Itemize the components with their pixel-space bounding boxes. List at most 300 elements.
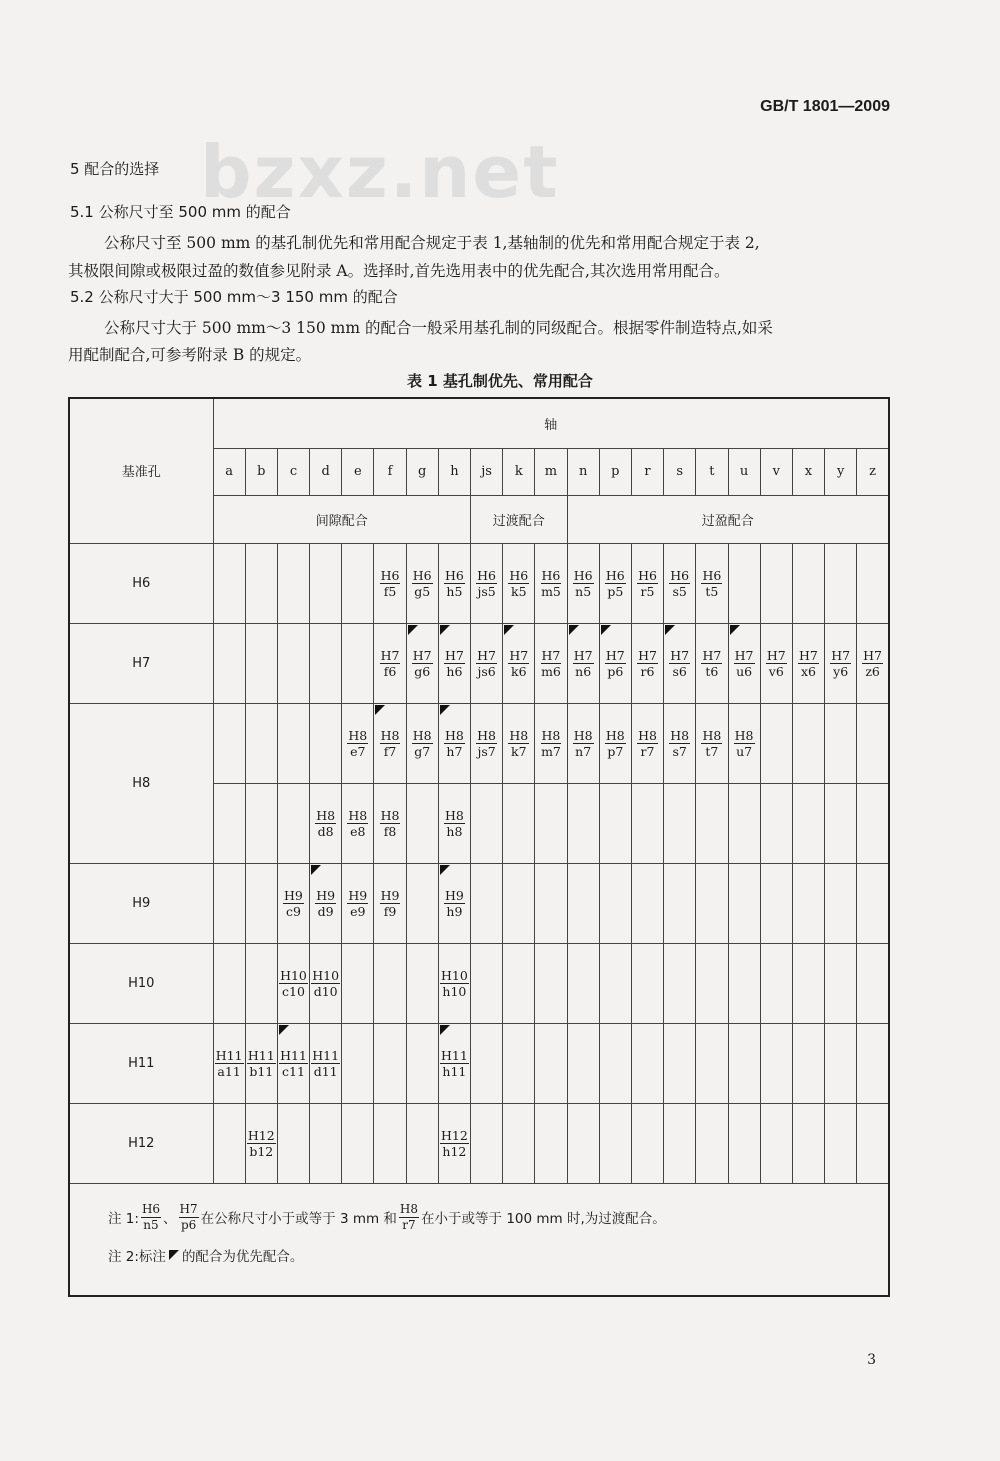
fit-cell bbox=[406, 863, 438, 943]
fit-fraction bbox=[573, 568, 594, 599]
table-row bbox=[69, 543, 889, 623]
fit-cell bbox=[277, 543, 309, 623]
fit-cell bbox=[728, 543, 760, 623]
fit-numerator: H7 bbox=[734, 647, 754, 663]
fit-denominator: s6 bbox=[672, 663, 687, 679]
fit-numerator: H6 bbox=[605, 567, 625, 583]
fit-denominator: p7 bbox=[607, 743, 624, 759]
fit-cell bbox=[792, 1023, 824, 1103]
fit-denominator: f7 bbox=[383, 743, 397, 759]
fit-denominator: t5 bbox=[705, 583, 719, 599]
preferred-marker-icon bbox=[408, 625, 418, 635]
fit-cell bbox=[792, 1103, 824, 1183]
fit-denominator: c9 bbox=[285, 903, 301, 919]
fit-cell bbox=[599, 783, 631, 863]
section-5-heading: 5 配合的选择 bbox=[70, 160, 160, 178]
fit-cell bbox=[310, 1023, 342, 1103]
note-2-suffix: 的配合为优先配合。 bbox=[181, 1248, 304, 1265]
fit-denominator: m7 bbox=[541, 743, 561, 759]
fit-cell bbox=[696, 703, 728, 783]
fit-denominator: g6 bbox=[414, 663, 431, 679]
fit-cell bbox=[631, 703, 663, 783]
fit-numerator: H6 bbox=[380, 567, 400, 583]
fit-cell bbox=[342, 783, 374, 863]
fit-cell bbox=[245, 703, 277, 783]
shaft-letter: p bbox=[599, 448, 631, 495]
fit-cell bbox=[760, 1103, 792, 1183]
fit-denominator: n7 bbox=[575, 743, 592, 759]
fit-fraction bbox=[573, 648, 594, 679]
fit-cell bbox=[406, 943, 438, 1023]
fit-denominator: h6 bbox=[446, 663, 463, 679]
fit-numerator: H11 bbox=[441, 1047, 468, 1063]
fit-denominator: m5 bbox=[541, 583, 561, 599]
section-5-1-para-line1: 公称尺寸至 500 mm 的基孔制优先和常用配合规定于表 1,基轴制的优先和常用配合规定于表 2, bbox=[104, 234, 760, 252]
fit-cell bbox=[728, 1103, 760, 1183]
fit-cell bbox=[567, 703, 599, 783]
fit-denominator: f8 bbox=[383, 823, 397, 839]
fit-numerator: H8 bbox=[412, 727, 432, 743]
fit-cell bbox=[760, 863, 792, 943]
shaft-letter: c bbox=[277, 448, 309, 495]
fit-fraction bbox=[669, 568, 690, 599]
fit-denominator: c11 bbox=[282, 1063, 305, 1079]
fit-cell bbox=[696, 1103, 728, 1183]
preferred-marker-icon bbox=[504, 625, 514, 635]
fit-cell bbox=[631, 783, 663, 863]
fit-cell bbox=[213, 863, 245, 943]
fit-cell bbox=[792, 863, 824, 943]
fit-numerator: H8 bbox=[670, 727, 690, 743]
fit-cell bbox=[535, 1103, 567, 1183]
fit-numerator: H7 bbox=[573, 647, 593, 663]
note-1-suffix: 在小于或等于 100 mm 时,为过渡配合。 bbox=[421, 1211, 666, 1227]
fit-numerator: H7 bbox=[541, 647, 561, 663]
fit-denominator: p6 bbox=[180, 1217, 197, 1232]
fit-cell bbox=[245, 863, 277, 943]
shaft-letter: a bbox=[213, 448, 245, 495]
section-5-1-para-line2: 其极限间隙或极限过盈的数值参见附录 A。选择时,首先选用表中的优先配合,其次选用常用配合。 bbox=[68, 262, 730, 280]
fit-cell bbox=[728, 863, 760, 943]
fit-numerator: H9 bbox=[348, 887, 368, 903]
fit-cell bbox=[277, 943, 309, 1023]
fit-fraction bbox=[215, 1048, 244, 1079]
note-1-prefix: 注 1: bbox=[108, 1211, 139, 1227]
fit-numerator: H8 bbox=[380, 727, 400, 743]
fit-cell bbox=[664, 783, 696, 863]
fit-cell bbox=[245, 623, 277, 703]
fit-cell bbox=[471, 943, 503, 1023]
fit-cell bbox=[342, 623, 374, 703]
fit-fraction bbox=[637, 568, 658, 599]
fit-cell bbox=[728, 703, 760, 783]
fit-cell bbox=[310, 543, 342, 623]
section-5-2-para-line2: 用配制配合,可参考附录 B 的规定。 bbox=[68, 346, 312, 364]
fit-cell bbox=[825, 703, 857, 783]
fit-fraction bbox=[247, 1048, 276, 1079]
fit-fraction bbox=[412, 568, 433, 599]
fit-fraction bbox=[444, 728, 465, 759]
fit-cell bbox=[567, 623, 599, 703]
fit-numerator: H9 bbox=[316, 887, 336, 903]
fit-cell bbox=[696, 863, 728, 943]
fit-cell bbox=[535, 703, 567, 783]
fit-cell bbox=[535, 863, 567, 943]
fit-cell bbox=[245, 783, 277, 863]
fit-cell bbox=[213, 783, 245, 863]
fit-cell bbox=[696, 543, 728, 623]
fit-cell bbox=[342, 863, 374, 943]
fit-fraction bbox=[605, 728, 626, 759]
fit-fraction bbox=[279, 1048, 308, 1079]
fit-cell bbox=[857, 703, 889, 783]
base-hole-header: 基准孔 bbox=[69, 398, 213, 543]
fit-denominator: f6 bbox=[383, 663, 397, 679]
fit-group-header: 过渡配合 bbox=[471, 495, 568, 543]
shaft-letter: y bbox=[825, 448, 857, 495]
fit-cell bbox=[310, 943, 342, 1023]
fit-numerator: H10 bbox=[280, 967, 307, 983]
fit-denominator: a11 bbox=[217, 1063, 241, 1079]
shaft-letter: v bbox=[760, 448, 792, 495]
preferred-marker-icon bbox=[279, 1025, 289, 1035]
hole-label: H10 bbox=[69, 943, 213, 1023]
fit-cell bbox=[631, 863, 663, 943]
table-row bbox=[69, 623, 889, 703]
fit-denominator: h10 bbox=[442, 983, 467, 999]
fit-numerator: H6 bbox=[638, 567, 657, 583]
fit-cell bbox=[631, 623, 663, 703]
fit-numerator: H8 bbox=[316, 807, 336, 823]
table-row bbox=[69, 1103, 889, 1183]
shaft-letter: r bbox=[631, 448, 663, 495]
fit-numerator: H8 bbox=[477, 727, 497, 743]
fit-cell bbox=[342, 943, 374, 1023]
fit-fraction bbox=[412, 728, 433, 759]
fit-cell bbox=[471, 783, 503, 863]
fit-denominator: js6 bbox=[477, 663, 496, 679]
fit-numerator: H10 bbox=[312, 967, 340, 983]
fit-numerator: H6 bbox=[509, 567, 529, 583]
table-row bbox=[69, 1023, 889, 1103]
fit-numerator: H8 bbox=[638, 727, 657, 743]
fit-cell bbox=[696, 1023, 728, 1103]
fit-denominator: t7 bbox=[705, 743, 719, 759]
fit-cell bbox=[760, 943, 792, 1023]
preferred-marker-icon bbox=[601, 625, 611, 635]
fit-denominator: b11 bbox=[249, 1063, 274, 1079]
fit-cell bbox=[406, 543, 438, 623]
fit-cell bbox=[664, 623, 696, 703]
hole-label: H9 bbox=[69, 863, 213, 943]
fit-cell bbox=[374, 1023, 406, 1103]
fit-cell bbox=[599, 943, 631, 1023]
fit-cell bbox=[438, 783, 470, 863]
fit-cell bbox=[792, 703, 824, 783]
fit-cell bbox=[342, 543, 374, 623]
fit-denominator: n6 bbox=[575, 663, 592, 679]
fit-cell bbox=[535, 623, 567, 703]
fit-fraction bbox=[315, 888, 336, 919]
fit-denominator: f9 bbox=[383, 903, 397, 919]
fit-fraction bbox=[247, 1128, 276, 1159]
fit-cell bbox=[213, 943, 245, 1023]
fit-cell bbox=[277, 863, 309, 943]
fit-numerator: H7 bbox=[179, 1201, 198, 1216]
fit-cell bbox=[277, 623, 309, 703]
fit-cell bbox=[471, 1023, 503, 1103]
note-2-prefix: 注 2:标注 bbox=[108, 1248, 166, 1265]
fit-cell bbox=[503, 1103, 535, 1183]
fit-denominator: h9 bbox=[446, 903, 463, 919]
fit-cell bbox=[245, 943, 277, 1023]
fit-cell bbox=[631, 1023, 663, 1103]
fit-cell bbox=[342, 1103, 374, 1183]
fit-fraction bbox=[798, 648, 819, 679]
fit-cell bbox=[374, 543, 406, 623]
fit-fraction bbox=[669, 728, 690, 759]
preferred-marker-icon bbox=[375, 705, 385, 715]
fit-numerator: H11 bbox=[312, 1047, 340, 1063]
table-row bbox=[69, 703, 889, 783]
fit-numerator: H8 bbox=[702, 727, 722, 743]
fit-cell bbox=[438, 543, 470, 623]
shaft-letter: e bbox=[342, 448, 374, 495]
fit-fraction bbox=[444, 888, 465, 919]
fit-cell bbox=[825, 1103, 857, 1183]
fit-cell bbox=[825, 943, 857, 1023]
fit-numerator: H11 bbox=[280, 1047, 307, 1063]
fit-cell bbox=[277, 1103, 309, 1183]
shaft-letter: u bbox=[728, 448, 760, 495]
fit-cell bbox=[599, 703, 631, 783]
fit-cell bbox=[342, 703, 374, 783]
fit-fraction bbox=[444, 568, 465, 599]
table-row bbox=[69, 863, 889, 943]
fit-cell bbox=[631, 543, 663, 623]
fit-numerator: H7 bbox=[831, 647, 851, 663]
preferred-marker-icon bbox=[730, 625, 740, 635]
fit-cell bbox=[374, 863, 406, 943]
fit-fraction bbox=[637, 728, 658, 759]
fit-numerator: H7 bbox=[509, 647, 529, 663]
fit-fraction bbox=[380, 808, 401, 839]
preferred-marker-icon bbox=[440, 865, 450, 875]
fit-cell bbox=[567, 1103, 599, 1183]
fit-denominator: e8 bbox=[350, 823, 366, 839]
fit-fraction bbox=[347, 808, 368, 839]
fit-numerator: H7 bbox=[702, 647, 722, 663]
fit-numerator: H9 bbox=[284, 887, 303, 903]
fit-cell bbox=[406, 783, 438, 863]
preferred-marker-icon bbox=[569, 625, 579, 635]
hole-label: H12 bbox=[69, 1103, 213, 1183]
fit-fraction bbox=[830, 648, 851, 679]
fit-cell bbox=[406, 1103, 438, 1183]
fit-cell bbox=[374, 1103, 406, 1183]
fit-numerator: H8 bbox=[399, 1201, 419, 1216]
fit-cell bbox=[213, 543, 245, 623]
fit-cell bbox=[567, 783, 599, 863]
fit-cell bbox=[696, 943, 728, 1023]
fit-denominator: e7 bbox=[350, 743, 366, 759]
fit-fraction bbox=[605, 568, 626, 599]
fit-cell bbox=[406, 1023, 438, 1103]
fit-numerator: H11 bbox=[247, 1047, 275, 1063]
fit-fraction bbox=[315, 808, 336, 839]
fit-denominator: n5 bbox=[143, 1217, 159, 1232]
fit-fraction bbox=[734, 728, 755, 759]
fit-fraction bbox=[283, 888, 304, 919]
fit-denominator: d11 bbox=[313, 1063, 338, 1079]
fit-cell bbox=[503, 623, 535, 703]
fit-cell bbox=[503, 943, 535, 1023]
fit-denominator: h11 bbox=[442, 1063, 467, 1079]
preferred-marker-icon bbox=[665, 625, 675, 635]
fit-fraction bbox=[347, 728, 368, 759]
fit-cell bbox=[599, 1103, 631, 1183]
fit-cell bbox=[471, 703, 503, 783]
fit-denominator: p5 bbox=[607, 583, 624, 599]
shaft-letter: t bbox=[696, 448, 728, 495]
fit-fraction bbox=[573, 728, 594, 759]
fit-numerator: H7 bbox=[477, 647, 497, 663]
fit-cell bbox=[857, 543, 889, 623]
fit-fraction bbox=[444, 808, 465, 839]
fit-cell bbox=[277, 1023, 309, 1103]
fit-numerator: H8 bbox=[573, 727, 593, 743]
fit-denominator: h5 bbox=[446, 583, 463, 599]
preferred-marker-icon bbox=[440, 625, 450, 635]
fit-group-header: 间隙配合 bbox=[213, 495, 471, 543]
fit-fraction bbox=[508, 568, 529, 599]
fit-cell bbox=[664, 1023, 696, 1103]
fit-denominator: r7 bbox=[640, 743, 655, 759]
fit-cell bbox=[310, 703, 342, 783]
hole-label: H11 bbox=[69, 1023, 213, 1103]
fit-group-header: 过盈配合 bbox=[567, 495, 889, 543]
fit-cell bbox=[696, 623, 728, 703]
fit-fraction bbox=[734, 648, 755, 679]
fit-denominator: k5 bbox=[511, 583, 527, 599]
shaft-header: 轴 bbox=[213, 398, 889, 448]
fit-fraction bbox=[508, 728, 529, 759]
fit-denominator: h8 bbox=[446, 823, 463, 839]
table-caption: 表 1 基孔制优先、常用配合 bbox=[407, 372, 593, 390]
fit-numerator: H8 bbox=[444, 727, 464, 743]
shaft-letter: k bbox=[503, 448, 535, 495]
fit-numerator: H10 bbox=[441, 967, 468, 983]
fit-cell bbox=[664, 1103, 696, 1183]
fit-cell bbox=[245, 1023, 277, 1103]
fit-numerator: H6 bbox=[573, 567, 593, 583]
fit-numerator: H7 bbox=[799, 647, 818, 663]
shaft-letter: s bbox=[664, 448, 696, 495]
fit-cell bbox=[503, 863, 535, 943]
note-1-separator: 、 bbox=[163, 1211, 177, 1227]
section-5-1-heading: 5.1 公称尺寸至 500 mm 的配合 bbox=[70, 203, 291, 221]
fit-numerator: H6 bbox=[412, 567, 432, 583]
fit-cell bbox=[567, 943, 599, 1023]
fit-cell bbox=[213, 623, 245, 703]
notes-cell bbox=[69, 1183, 889, 1296]
fit-denominator: n5 bbox=[575, 583, 592, 599]
fit-denominator: k7 bbox=[511, 743, 527, 759]
fit-fraction bbox=[476, 728, 497, 759]
fit-fraction bbox=[669, 648, 690, 679]
fit-cell bbox=[567, 863, 599, 943]
fit-fraction bbox=[380, 888, 401, 919]
preferred-marker-icon bbox=[311, 865, 321, 875]
fit-numerator: H8 bbox=[509, 727, 529, 743]
fit-numerator: H7 bbox=[766, 647, 786, 663]
fit-cell bbox=[535, 783, 567, 863]
fit-cell bbox=[277, 703, 309, 783]
fit-denominator: t6 bbox=[705, 663, 719, 679]
fit-numerator: H9 bbox=[380, 887, 400, 903]
fit-cell bbox=[760, 543, 792, 623]
fit-cell bbox=[438, 703, 470, 783]
fit-fraction bbox=[540, 648, 562, 679]
fit-fraction bbox=[476, 568, 497, 599]
fit-cell bbox=[825, 623, 857, 703]
fit-cell bbox=[567, 1023, 599, 1103]
fit-numerator: H6 bbox=[702, 567, 722, 583]
fit-denominator: y6 bbox=[833, 663, 849, 679]
shaft-letter: n bbox=[567, 448, 599, 495]
fit-fraction bbox=[701, 728, 722, 759]
fit-cell bbox=[438, 623, 470, 703]
fit-fraction bbox=[347, 888, 368, 919]
fit-denominator: r5 bbox=[640, 583, 655, 599]
fit-fraction bbox=[279, 968, 308, 999]
note-2 bbox=[108, 1245, 888, 1265]
fit-fraction bbox=[311, 1048, 340, 1079]
fit-cell bbox=[310, 783, 342, 863]
fit-cell bbox=[728, 623, 760, 703]
fit-cell bbox=[760, 623, 792, 703]
fit-denominator: g7 bbox=[414, 743, 431, 759]
fit-denominator: e9 bbox=[350, 903, 366, 919]
fit-numerator: H6 bbox=[541, 567, 561, 583]
fit-cell bbox=[213, 1103, 245, 1183]
watermark: bzxz.net bbox=[200, 130, 560, 214]
standard-code: GB/T 1801—2009 bbox=[760, 98, 890, 115]
fit-cell bbox=[342, 1023, 374, 1103]
fit-cell bbox=[471, 1103, 503, 1183]
fit-fraction bbox=[701, 648, 722, 679]
fit-cell bbox=[857, 863, 889, 943]
fit-cell bbox=[728, 783, 760, 863]
fit-fraction bbox=[380, 568, 401, 599]
fit-cell bbox=[825, 863, 857, 943]
fit-numerator: H7 bbox=[444, 647, 464, 663]
fit-cell bbox=[664, 863, 696, 943]
fit-table bbox=[68, 397, 890, 1297]
fit-numerator: H7 bbox=[670, 647, 690, 663]
fit-cell bbox=[792, 543, 824, 623]
fit-cell bbox=[374, 623, 406, 703]
fit-fraction bbox=[380, 648, 401, 679]
fit-numerator: H8 bbox=[348, 727, 368, 743]
fit-denominator: v6 bbox=[768, 663, 784, 679]
fit-fraction bbox=[380, 728, 401, 759]
fit-fraction bbox=[637, 648, 658, 679]
fit-cell bbox=[471, 543, 503, 623]
fit-numerator: H6 bbox=[477, 567, 497, 583]
fit-denominator: r7 bbox=[402, 1217, 416, 1232]
fit-fraction bbox=[444, 648, 465, 679]
